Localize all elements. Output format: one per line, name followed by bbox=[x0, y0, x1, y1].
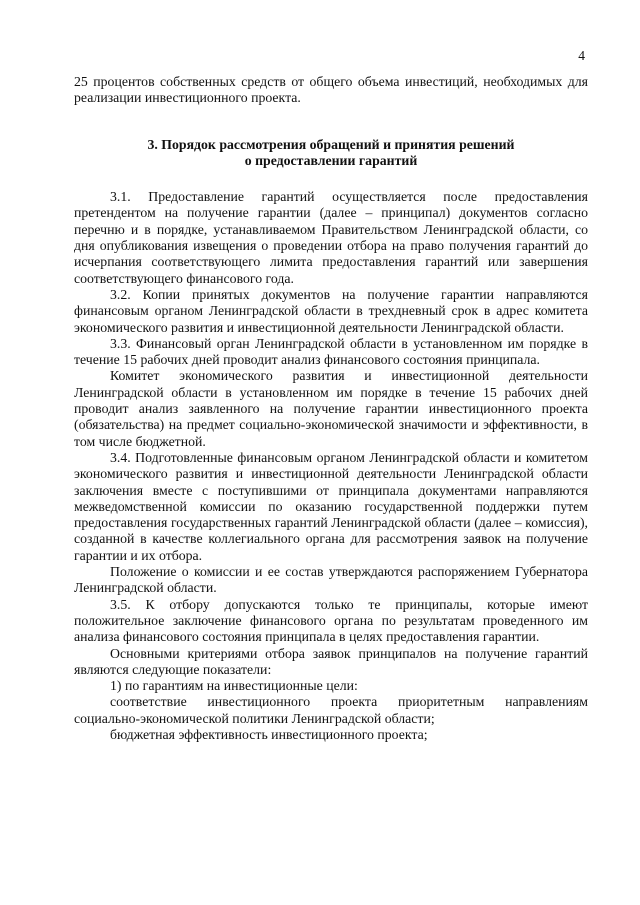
page-number: 4 bbox=[578, 48, 585, 63]
section-heading-line-2: о предоставлении гарантий bbox=[244, 152, 418, 168]
paragraph-3-4: 3.4. Подготовленные финансовым органом Ленинградской области и комитетом экономического развития и инвестиционной деятельности Ленинградской области заключения вместе с поступившими от принципала документами направляются межведомственной комиссии по оказанию государственной поддержки путем предоставления государственных гарантий Ленинградской области (далее – комиссия), созданной в качестве коллегиального органа для рассмотрения заявок на получение гарантии и их отбора. bbox=[74, 449, 588, 563]
paragraph-committee-analysis: Комитет экономического развития и инвестиционной деятельности Ленинградской области в установленном им порядке в течение 15 рабочих дней проводит анализ заявленного на получение гарантии инвестиционного проекта (обязательства) на предмет социально-экономической значимости и эффективности, в том числе бюджетной. bbox=[74, 368, 588, 449]
section-heading-line-1: 3. Порядок рассмотрения обращений и принятия решений bbox=[147, 136, 515, 152]
paragraph-3-1: 3.1. Предоставление гарантий осуществляется после предоставления претендентом на получение гарантии (далее – принципал) документов согласно перечню и в порядке, устанавливаемом Правительством Ленинградской области, со дня опубликования извещения о проведении отбора на право получения гарантий до исчерпания соответствующего лимита предоставления гарантий или завершения соответствующего финансового года. bbox=[74, 189, 588, 286]
paragraph-selection-criteria: Основными критериями отбора заявок принципалов на получение гарантий являются следующие показатели: bbox=[74, 645, 588, 677]
paragraph-commission-regulation: Положение о комиссии и ее состав утверждаются распоряжением Губернатора Ленинградской области. bbox=[74, 564, 588, 596]
intro-paragraph: 25 процентов собственных средств от общего объема инвестиций, необходимых для реализации инвестиционного проекта. bbox=[74, 74, 588, 106]
list-item-investment-guarantees: 1) по гарантиям на инвестиционные цели: bbox=[110, 678, 358, 694]
section-heading bbox=[74, 137, 588, 170]
paragraph-3-3: 3.3. Финансовый орган Ленинградской области в установленном им порядке в течение 15 рабочих дней проводит анализ финансового состояния принципала. bbox=[74, 335, 588, 368]
paragraph-3-2: 3.2. Копии принятых документов на получение гарантии направляются финансовым органом Ленинградской области в трехдневный срок в адрес комитета экономического развития и инвестиционной деятельности Ленинградской области. bbox=[74, 286, 588, 335]
list-item-priority-compliance: соответствие инвестиционного проекта приоритетным направлениям социально-экономической политики Ленинградской области; bbox=[74, 694, 588, 726]
list-item-budget-efficiency: бюджетная эффективность инвестиционного проекта; bbox=[110, 726, 428, 742]
paragraph-3-5: 3.5. К отбору допускаются только те принципалы, которые имеют положительное заключение финансового органа по результатам проведенного им анализа финансового состояния принципала в целях предоставления гарантии. bbox=[74, 596, 588, 645]
